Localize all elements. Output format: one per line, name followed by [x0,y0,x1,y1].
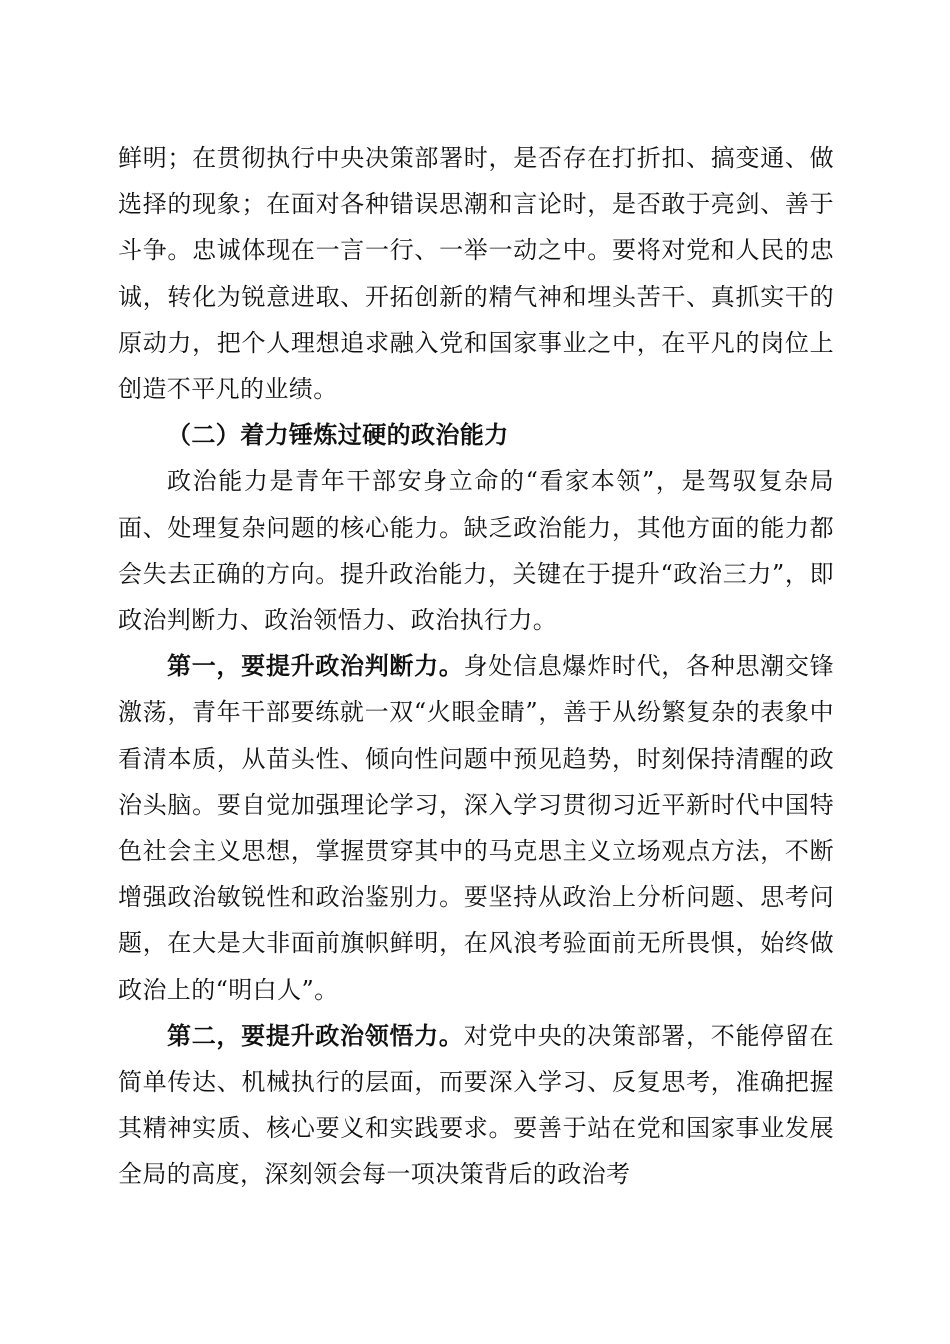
document-body [118,135,834,1198]
paragraph-political-judgment [118,643,834,1013]
paragraph-lead-judgment: 第一，要提升政治判断力。 [167,652,464,681]
paragraph-body-judgment: 身处信息爆炸时代，各种思潮交锋激荡，青年干部要练就一双“火眼金睛”，善于从纷繁复杂的表象中看清本质，从苗头性、倾向性问题中预见趋势，时刻保持清醒的政治头脑。要自觉加强理论学习，深入学习贯彻习近平新时代中国特色社会主义思想，掌握贯穿其中的马克思主义立场观点方法，不断增强政治敏锐性和政治鉴别力。要坚持从政治上分析问题、思考问题，在大是大非面前旗帜鲜明，在风浪考验面前无所畏惧，始终做政治上的“明白人”。 [118,652,834,1004]
paragraph-political-comprehension [118,1013,834,1198]
paragraph-political-ability-intro: 政治能力是青年干部安身立命的“看家本领”，是驾驭复杂局面、处理复杂问题的核心能力。缺乏政治能力，其他方面的能力都会失去正确的方向。提升政治能力，关键在于提升“政治三力”，即政治判断力、政治领悟力、政治执行力。 [118,467,834,635]
section-heading-political-ability: （二）着力锤炼过硬的政治能力 [167,421,509,450]
paragraph-body-comprehension: 对党中央的决策部署，不能停留在简单传达、机械执行的层面，而要深入学习、反复思考，准确把握其精神实质、核心要义和实践要求。要善于站在党和国家事业发展全局的高度，深刻领会每一项决策背后的政治考 [118,1021,834,1189]
paragraph-lead-comprehension: 第二，要提升政治领悟力。 [167,1021,464,1050]
paragraph-loyalty-continued: 鲜明；在贯彻执行中央决策部署时，是否存在打折扣、搞变通、做选择的现象；在面对各种错误思潮和言论时，是否敢于亮剑、善于斗争。忠诚体现在一言一行、一举一动之中。要将对党和人民的忠诚，转化为锐意进取、开拓创新的精气神和埋头苦干、真抓实干的原动力，把个人理想追求融入党和国家事业之中，在平凡的岗位上创造不平凡的业绩。 [118,144,834,404]
